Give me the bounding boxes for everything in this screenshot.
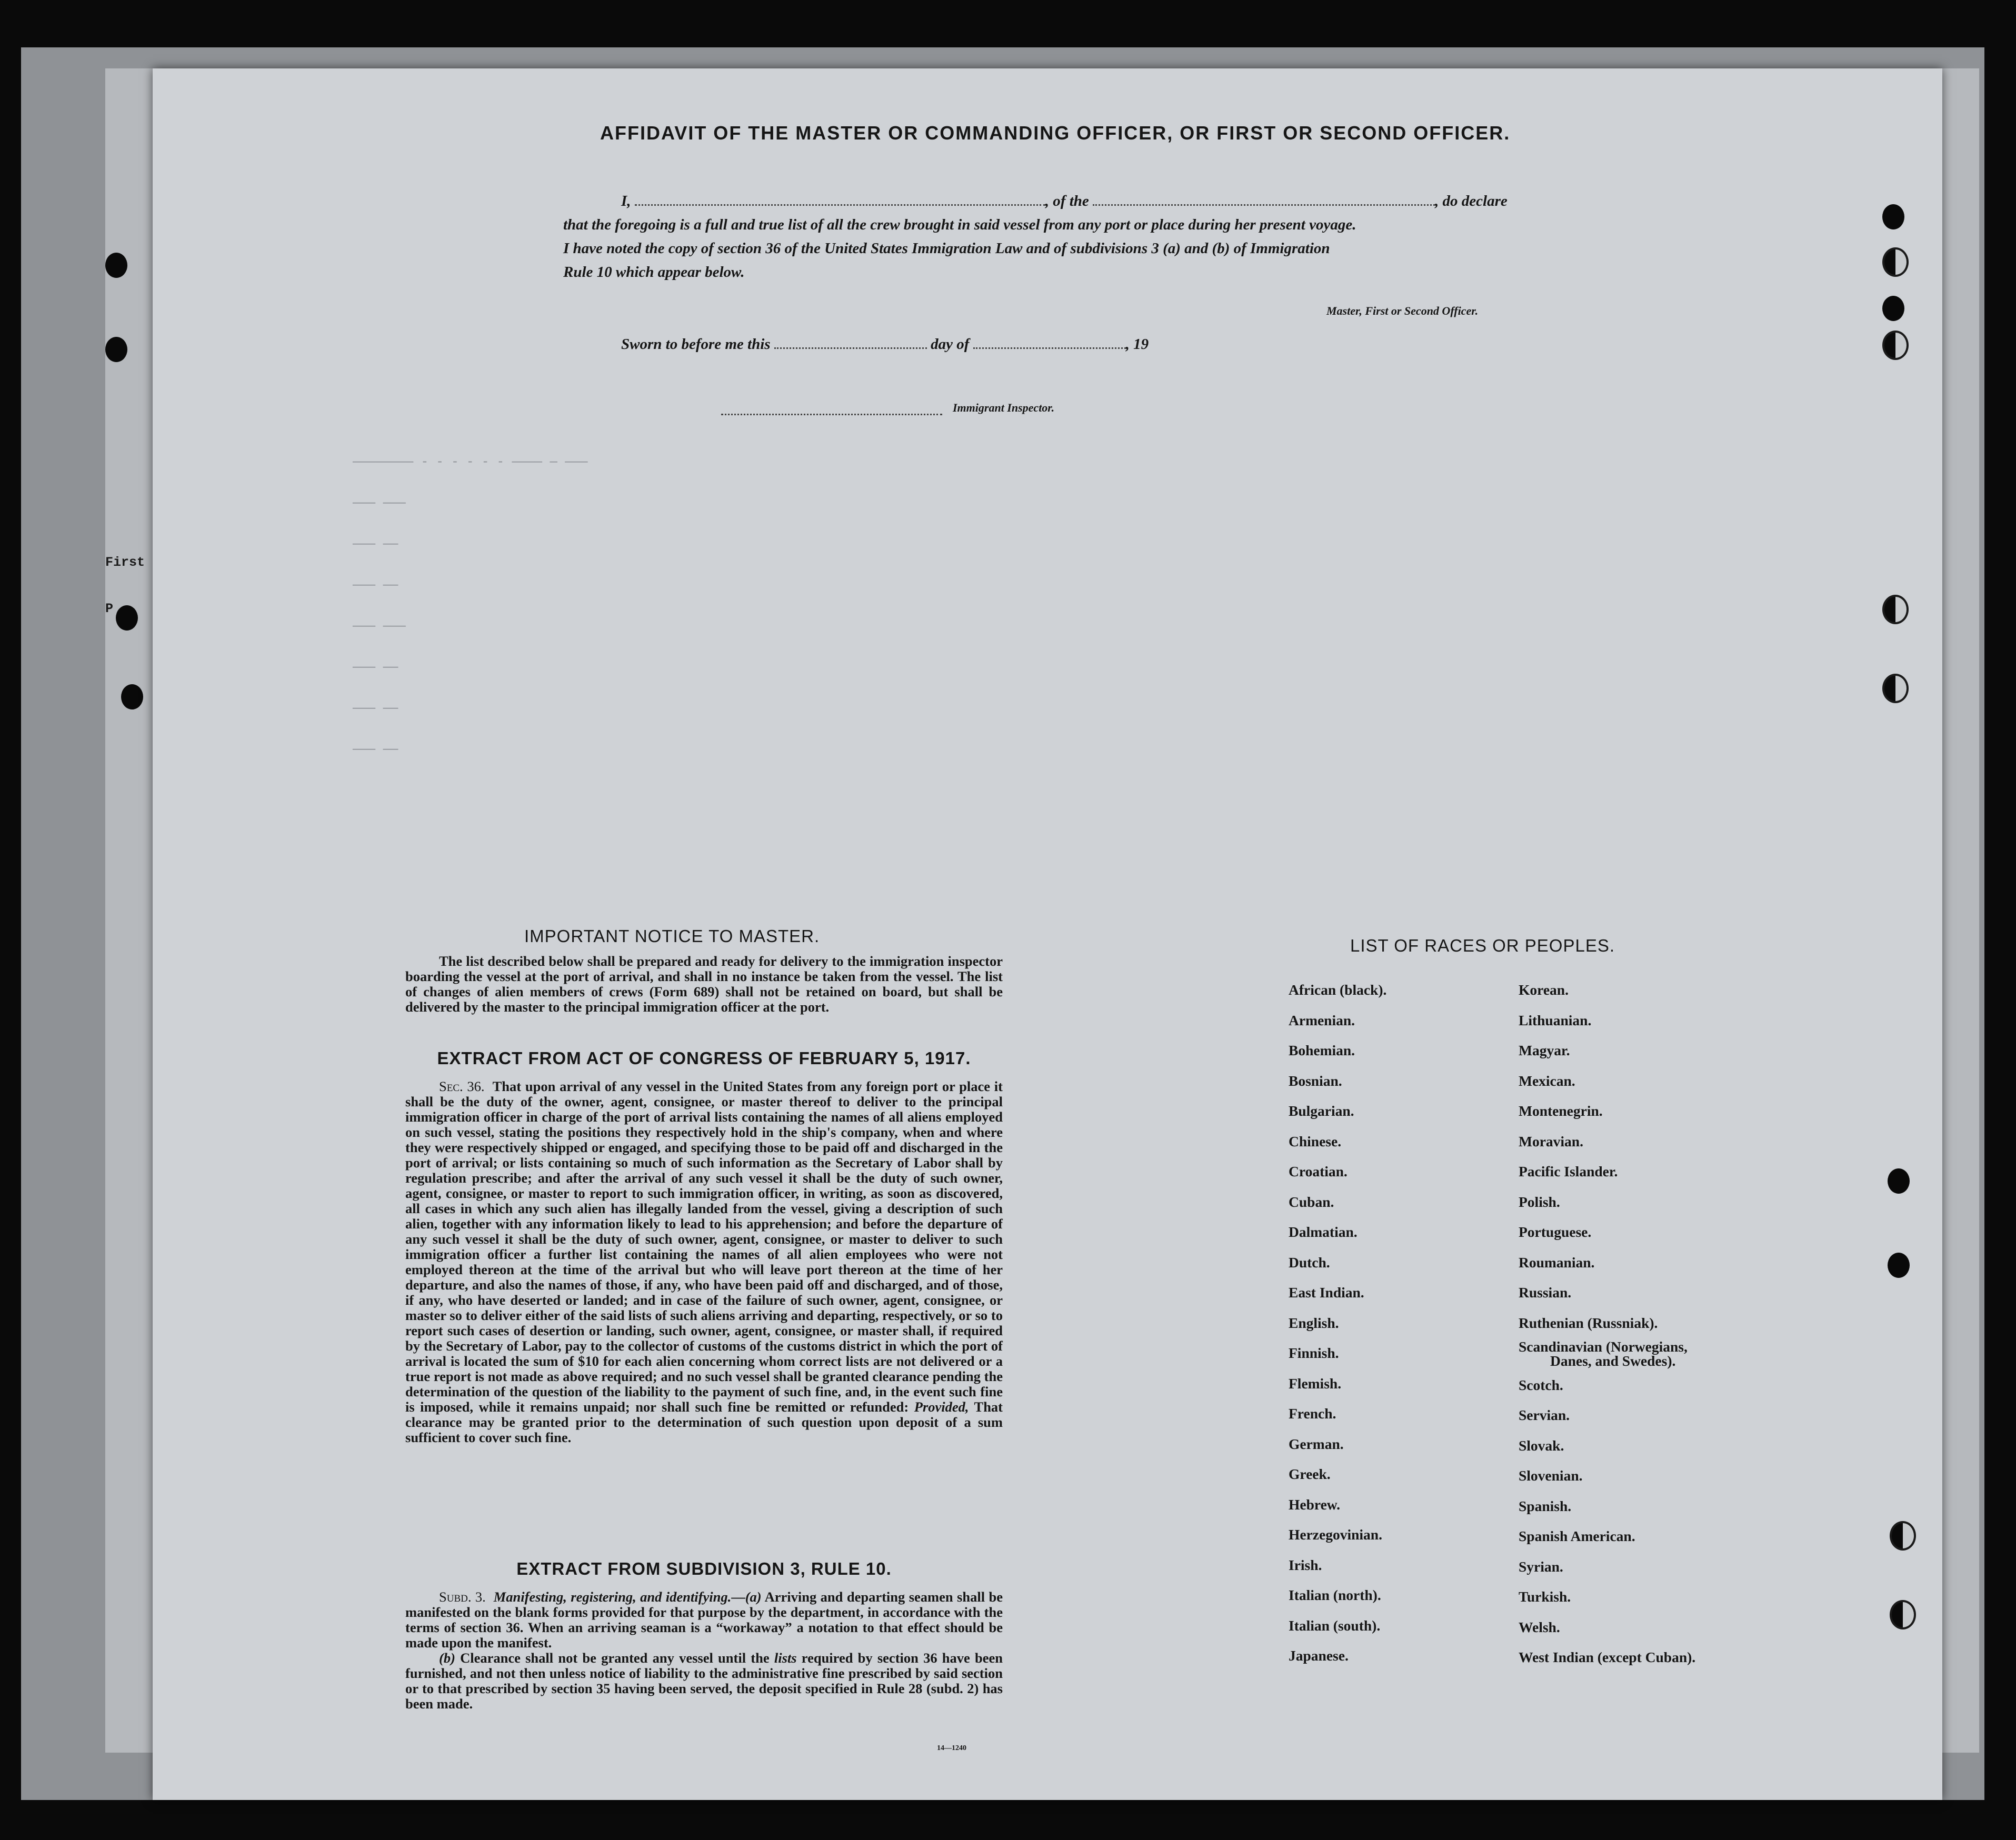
race-item: Ruthenian (Russniak). [1519,1314,1658,1331]
binder-hole [105,253,127,278]
binder-hole [1882,674,1909,703]
race-item: Scandinavian (Norwegians, [1519,1338,1688,1355]
affidavit-title: AFFIDAVIT OF THE MASTER OR COMMANDING OFFICER, OR FIRST OR SECOND OFFICER. [600,122,1511,144]
race-item: Servian. [1519,1407,1570,1423]
race-item: Bulgarian. [1289,1103,1354,1119]
binder-hole [1882,331,1909,360]
day-of-label: day of [931,336,970,353]
margin-second-label: P [105,601,114,616]
binder-hole [1882,247,1909,277]
officer-name-field[interactable] [635,204,1045,206]
binder-hole [1882,296,1904,321]
provided-label: Provided, [914,1399,969,1415]
section-text-end: That clearance may be granted prior to the determination of such question upon deposit of a sum sufficient to cover such fine. [405,1399,1003,1445]
race-item: Welsh. [1519,1618,1560,1635]
manifest-page [153,68,1942,1800]
binder-hole [121,684,143,709]
declaration-line-3: I have noted the copy of section 36 of the United States Immigration Law and of subdivisions 3 (a) and (b) of Immigration [563,240,1330,257]
races-title: LIST OF RACES OR PEOPLES. [1350,936,1615,955]
i-label: I, [621,193,631,209]
race-item: Slovenian. [1519,1467,1583,1484]
extract-act-body [405,1079,1003,1445]
race-item: Bohemian. [1289,1042,1355,1058]
extract-act-title: EXTRACT FROM ACT OF CONGRESS OF FEBRUARY 5, 1917. [437,1048,971,1068]
races-column-1 [1289,975,1386,1671]
race-item: Japanese. [1289,1647,1349,1664]
race-item: Mexican. [1519,1072,1575,1089]
binder-hole [1882,595,1909,624]
race-item: Greek. [1289,1466,1331,1482]
race-item: Hebrew. [1289,1496,1341,1513]
race-item-two-line [1519,1338,1695,1370]
form-number: 14—1240 [937,1744,966,1752]
of-the-label: , of the [1045,193,1089,209]
sworn-month-field[interactable] [973,347,1126,349]
race-item: Lithuanian. [1519,1012,1592,1028]
race-item: Russian. [1519,1284,1572,1301]
section-label: Sec. 36. [439,1078,485,1094]
notice-text: The list described below shall be prepared and ready for delivery to the immigration inspector boarding the vessel at the port of arrival, and shall in no instance be taken from the vessel. The list of changes of alien members of crews (Form 689) shall not be retained on board, but shall be delivered by the master to the principal immigration officer at the port. [405,953,1003,1015]
section-text: That upon arrival of any vessel in the United States from any foreign port or place it shall be the duty of the owner, agent, consignee, or master thereof to deliver to the principal immigration officer in charge of the port of arrival lists containing the names of all aliens employed on such vessel, stating the positions they respectively hold in the ship's company, when and where they were respectively shipped or engaged, and specifying those to be paid off and discharged in the port of arrival; or lists containing so much of such information as the Secretary of Labor shall by regulation prescribe; and after the arrival of any such vessel it shall be the duty of such owner, agent, consignee, or master to report to such immigration officer, in writing, as soon as discovered, all cases in which any such alien has illegally landed from the vessel, giving a description of such alien, together with any information likely to lead to his apprehension; and before the departure of any such vessel it shall be the duty of such owner, agent, consignee, or master to deliver to such immigration officer a further list containing the names of all alien employees who were not employed thereon at the time of the arrival but who will leave port thereon at the time of her departure, and also the names of those, if any, who have been paid off and discharged, and of those, if any, who have deserted or landed; and in case of the failure of such owner, agent, consignee, or master so to deliver either of the said lists of such aliens arriving and departing, respectively, or so to report such cases of desertion or landing, such owner, agent, consignee, or master shall, if required by the Secretary of Labor, pay to the collector of customs of the customs district in which the port of arrival is located the sum of $10 for each alien concerning whom correct lists are not delivered or a true report is not made as above required; and no such vessel shall be granted clearance pending the determination of the question of the liability to the payment of such fine, and, in the event such fine is imposed, while it remains unpaid; nor shall such fine be remitted or refunded: [405,1078,1003,1415]
sworn-label: Sworn to before me this [621,336,771,353]
race-item: Italian (north). [1289,1587,1381,1603]
margin-first-label: First [105,555,145,570]
race-item: Scotch. [1519,1376,1563,1393]
race-item: Spanish American. [1519,1528,1635,1544]
race-item: East Indian. [1289,1284,1364,1301]
race-item: Dalmatian. [1289,1224,1358,1240]
year-label: , 19 [1125,336,1149,353]
race-item: West Indian (except Cuban). [1519,1649,1696,1665]
extract-rule-title: EXTRACT FROM SUBDIVISION 3, RULE 10. [516,1559,892,1578]
declaration-line-2: that the foregoing is a full and true list of all the crew brought in said vessel from any port or place during her present voyage. [563,216,1356,233]
race-item: Roumanian. [1519,1254,1595,1271]
binder-hole [116,605,138,631]
sworn-day-field[interactable] [774,347,927,349]
race-item: Finnish. [1289,1345,1339,1361]
bleed-through-text: ———————— - - - - - - ———— — ——— ——— ——— ——— —— ——— —— ——— ——— ——— —— ——— —— ——— —— [353,455,588,757]
race-item: Chinese. [1289,1133,1342,1149]
race-item: Bosnian. [1289,1072,1342,1089]
binder-hole [1890,1600,1916,1629]
race-item: Dutch. [1289,1254,1330,1271]
do-declare-label: , do declare [1435,193,1508,209]
b-lists: lists [774,1650,797,1666]
a-text: Arriving and departing seamen shall be manifested on the blank forms provided for that purpose by the department, in accordance with the terms of section 36. When an arriving seaman is a “workaway” a notation to that effect should be made upon the manifest. [405,1589,1003,1651]
race-item: Portuguese. [1519,1224,1592,1240]
race-item: Spanish. [1519,1497,1572,1514]
binder-hole [105,337,127,362]
race-item: Cuban. [1289,1193,1334,1210]
notice-title: IMPORTANT NOTICE TO MASTER. [524,926,820,946]
race-item: Korean. [1519,982,1569,998]
race-item: Flemish. [1289,1375,1342,1392]
declaration-line-4: Rule 10 which appear below. [563,264,745,281]
race-item: Slovak. [1519,1437,1564,1454]
race-item: Montenegrin. [1519,1103,1603,1119]
races-column-2 [1519,975,1695,1673]
sworn-line [621,336,1149,353]
binder-hole [1890,1521,1916,1551]
race-item: Pacific Islander. [1519,1163,1618,1179]
race-item: Syrian. [1519,1558,1563,1575]
race-item: Irish. [1289,1556,1322,1573]
master-signature-label: Master, First or Second Officer. [1326,304,1479,317]
race-item: Italian (south). [1289,1617,1381,1634]
race-item: African (black). [1289,982,1387,998]
binder-hole [1888,1253,1910,1278]
binder-hole [1882,204,1904,229]
race-item: Herzegovinian. [1289,1526,1382,1543]
race-item: Danes, and Swedes). [1550,1353,1676,1369]
race-item: Polish. [1519,1193,1560,1210]
affidavit-declaration [563,189,1563,284]
race-item: Croatian. [1289,1163,1348,1179]
race-item: Armenian. [1289,1012,1355,1028]
b-text-1: Clearance shall not be granted any vessel until the [460,1650,770,1666]
race-item: English. [1289,1314,1339,1331]
vessel-name-field[interactable] [1093,204,1435,206]
extract-rule-body: Subd. 3. Manifesting, registering, and identifying.—(a) Arriving and departing seamen shall be manifested on the blank forms provided for that purpose by the department, in accordance with the terms of section 36. When an arriving seaman is a “workaway” a notation to that effect should be made upon the manifest. (b) Clearance shall not be granted any vessel until the lists required by section 36 have been furnished, and not then unless notice of liability to the administrative fine prescribed by said section or to that prescribed by section 35 having been served, the deposit specified in Rule 28 (subd. 2) has been made. [405,1589,1003,1712]
race-item: German. [1289,1435,1344,1452]
b-label: (b) [439,1650,455,1666]
inspector-signature-field[interactable] [721,414,942,415]
race-item: Moravian. [1519,1133,1583,1149]
race-item: Magyar. [1519,1042,1570,1058]
race-item: Turkish. [1519,1588,1571,1605]
binder-hole [1888,1168,1910,1194]
subd-label: Subd. 3. [439,1589,486,1605]
race-item: French. [1289,1405,1336,1422]
a-label: (a) [745,1589,762,1605]
b-text-2: required by section 36 have been furnished, and not then unless notice of liability to the administrative fine prescribed by said section or to that prescribed by section 35 having been served, the deposit specified in Rule 28 (subd. 2) has been made. [405,1650,1003,1712]
subd-heading: Manifesting, registering, and identifying. [493,1589,732,1605]
notice-body [405,954,1003,1015]
inspector-label: Immigrant Inspector. [953,401,1055,414]
